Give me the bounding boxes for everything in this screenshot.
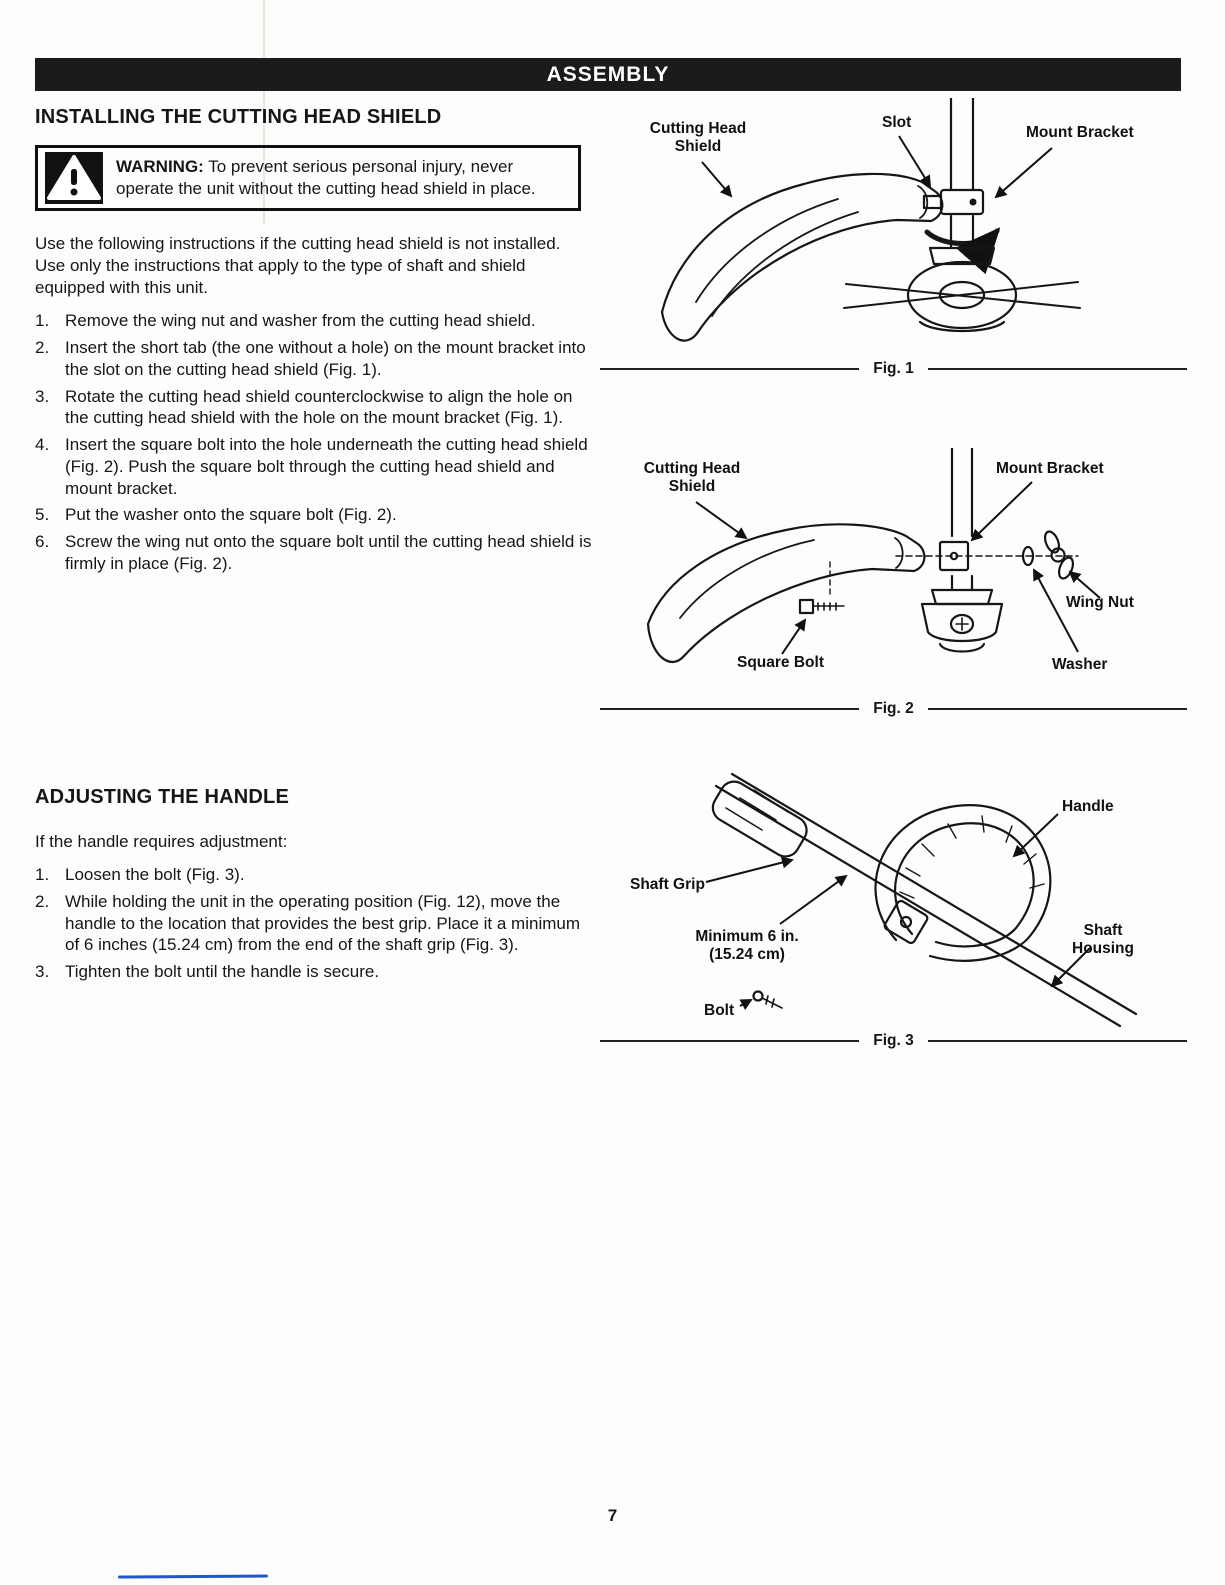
pen-mark-artifact [118,1574,268,1578]
step-text: Screw the wing nut onto the square bolt until the cutting head shield is firmly in place (Fig. 2). [65,532,592,573]
fig1-caption [600,360,1187,378]
label-cutting-head-shield: Cutting Head Shield [649,120,747,156]
step-number: 2. [35,891,50,911]
label-cutting-head-shield: Cutting Head Shield [643,460,741,496]
label-square-bolt: Square Bolt [737,654,824,671]
step-item [35,337,592,381]
label-mount-bracket: Mount Bracket [1026,124,1134,141]
step-number: 2. [35,338,50,358]
caption-rule-left [600,708,859,710]
label-shaft-housing-line1: Shaft [1083,922,1123,939]
fig2-caption [600,700,1187,718]
installing-title: INSTALLING THE CUTTING HEAD SHIELD [35,106,442,128]
label-slot: Slot [882,114,912,131]
fig3-caption-text: Fig. 3 [873,1032,914,1049]
step-item [35,891,592,956]
adjusting-intro: If the handle requires adjustment: [35,832,288,851]
installing-steps [35,310,592,574]
step-text: Remove the wing nut and washer from the cutting head shield. [65,311,536,331]
warning-box [35,145,581,211]
step-number: 1. [35,311,50,331]
label-minimum-line1: Minimum 6 in. [695,928,799,945]
fig2-caption-text: Fig. 2 [873,700,914,717]
step-text: Loosen the bolt (Fig. 3). [65,865,245,885]
section-adjusting [35,786,592,988]
step-item [35,504,592,526]
step-number: 4. [35,435,50,455]
step-number: 5. [35,505,50,525]
caption-rule-left [600,368,859,370]
step-item [35,386,592,430]
step-number: 3. [35,386,50,406]
assembly-header [35,58,1181,91]
caption-rule-left [600,1040,859,1042]
step-item [35,864,592,886]
label-wing-nut: Wing Nut [1066,594,1134,611]
adjusting-title: ADJUSTING THE HANDLE [35,786,290,808]
caption-rule-right [928,368,1187,370]
label-shaft-housing-line2: Housing [1072,940,1134,958]
warning-body: To prevent serious personal injury, never operate the unit without the cutting head shield in place. [116,157,536,198]
step-item [35,531,592,575]
warning-label: WARNING: [116,157,204,177]
installing-intro: Use the following instructions if the cutting head shield is not installed. Use only the instructions that apply to the type of shaft and shield equipped with this unit. [35,234,561,298]
assembly-header-label: ASSEMBLY [546,62,670,86]
step-number: 3. [35,962,50,982]
adjusting-steps [35,864,592,983]
step-item [35,434,592,499]
warning-text [116,156,571,199]
label-handle: Handle [1062,798,1114,815]
label-washer: Washer [1052,656,1108,673]
page-number: 7 [607,1506,618,1525]
step-item [35,310,592,332]
figure-1 [600,98,1187,390]
step-item [35,961,592,983]
step-text: Insert the short tab (the one without a hole) on the mount bracket into the slot on the cutting head shield (Fig. 1). [65,338,586,379]
label-mount-bracket: Mount Bracket [996,460,1104,477]
label-minimum-distance [692,928,802,965]
step-number: 6. [35,532,50,552]
fig3-caption [600,1032,1187,1050]
figure-2 [600,448,1187,700]
figure-3 [600,772,1187,1034]
step-text: Tighten the bolt until the handle is secure. [65,962,380,982]
fig1-caption-text: Fig. 1 [873,360,914,377]
label-minimum-line2: (15.24 cm) [709,946,785,964]
caption-rule-right [928,1040,1187,1042]
step-text: Insert the square bolt into the hole underneath the cutting head shield (Fig. 2). Push the square bolt through the cutting head shield and mount bracket. [65,435,588,498]
step-number: 1. [35,865,50,885]
label-shaft-housing [1048,922,1158,959]
label-shaft-grip: Shaft Grip [630,876,705,893]
step-text: While holding the unit in the operating position (Fig. 12), move the handle to the location that provides the best grip. Place it a minimum of 6 inches (15.24 cm) from the end of the shaft grip (Fig. 3). [65,891,581,955]
label-bolt: Bolt [704,1002,735,1019]
step-text: Rotate the cutting head shield counterclockwise to align the hole on the cutting head shield with the hole on the mount bracket (Fig. 1). [65,386,573,428]
step-text: Put the washer onto the square bolt (Fig. 2). [65,505,397,525]
section-installing [35,106,592,580]
caption-rule-right [928,708,1187,710]
warning-icon [45,152,103,204]
